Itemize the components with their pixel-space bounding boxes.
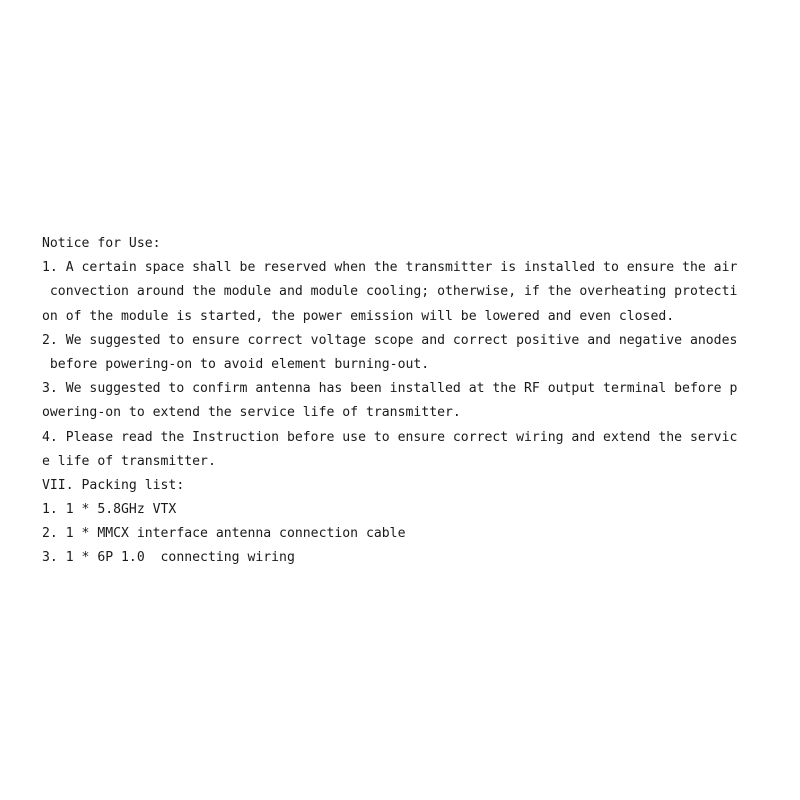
- packing-list-heading: VII. Packing list:: [42, 477, 185, 493]
- packing-list-item-2: 2. 1 * MMCX interface antenna connection cable: [42, 526, 406, 542]
- document-body: [42, 232, 758, 571]
- notice-item-1-line-1: 1. A certain space shall be reserved when the transmitter is installed to ensure the air: [42, 260, 738, 276]
- notice-item-2: [42, 329, 758, 377]
- notice-item-1-line-2: convection around the module and module cooling; otherwise, if the overheating protecti: [42, 284, 738, 300]
- notice-item-4: [42, 426, 758, 474]
- notice-item-3: [42, 377, 758, 425]
- notice-item-2-line-2: before powering-on to avoid element burning-out.: [42, 356, 430, 372]
- packing-list-item-3: 3. 1 * 6P 1.0 connecting wiring: [42, 550, 295, 566]
- notice-item-2-line-1: 2. We suggested to ensure correct voltage scope and correct positive and negative anodes: [42, 332, 738, 348]
- notice-item-4-line-1: 4. Please read the Instruction before use to ensure correct wiring and extend the servic: [42, 429, 738, 445]
- notice-item-3-line-2: owering-on to extend the service life of transmitter.: [42, 405, 461, 421]
- notice-item-3-line-1: 3. We suggested to confirm antenna has been installed at the RF output terminal before p: [42, 381, 738, 397]
- packing-list-item-1: 1. 1 * 5.8GHz VTX: [42, 502, 177, 518]
- notice-item-4-line-2: e life of transmitter.: [42, 453, 216, 469]
- notice-item-1: [42, 256, 758, 329]
- notice-item-1-line-3: on of the module is started, the power emission will be lowered and even closed.: [42, 308, 675, 324]
- notice-heading: Notice for Use:: [42, 236, 161, 251]
